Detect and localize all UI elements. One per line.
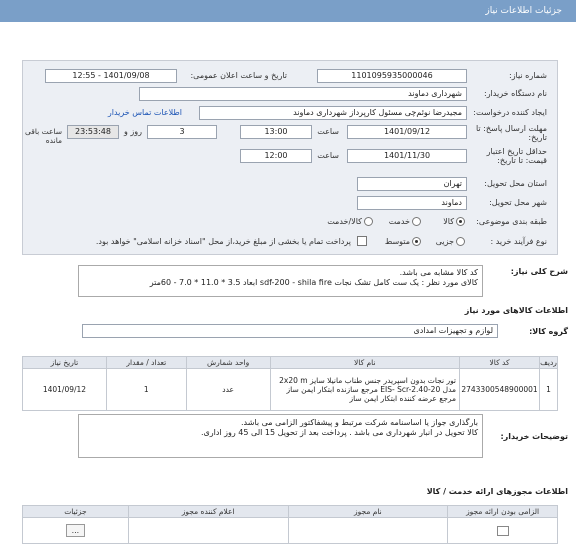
deadline-date-field: 1401/09/12 <box>347 125 467 139</box>
announce-label: تاریخ و ساعت اعلان عمومی: <box>190 71 287 80</box>
col-permit-issuer: اعلام کننده مجوز <box>128 506 288 518</box>
cell-code: 2743300548900001 <box>460 369 540 411</box>
deadline-time-field: 13:00 <box>240 125 312 139</box>
radio-icon <box>456 217 465 226</box>
col-code: کد کالا <box>460 357 540 369</box>
cell-name: تور نجات بدون اسپریدر جنس طناب مانیلا سایز 2x20 m مدل EIS- Scr-2.40-20 مرجع سازنده ابتکار ایمن ساز مرجع عرضه کننده ابتکار ایمن ساز <box>270 369 460 411</box>
radio-icon <box>364 217 373 226</box>
city-field: دماوند <box>357 196 467 210</box>
validity-date-field: 1401/11/30 <box>347 149 467 163</box>
need-number-label: شماره نیاز: <box>509 71 547 80</box>
purchase-radio-minor[interactable]: جزیی <box>436 237 465 246</box>
category-label: طبقه بندی موضوعی: <box>476 217 547 226</box>
col-qty: تعداد / مقدار <box>106 357 186 369</box>
col-permit-details: جزئیات <box>23 506 129 518</box>
need-number-field: 1101095935000046 <box>317 69 467 83</box>
summary-line-1: کد کالا مشابه می باشد. <box>399 268 478 277</box>
goods-group-label: گروه کالا: <box>529 327 568 336</box>
cell-permit-name <box>288 518 448 544</box>
need-info-panel <box>22 60 558 255</box>
table-row[interactable] <box>23 369 558 411</box>
page-title: جزئیات اطلاعات نیاز <box>485 6 562 16</box>
category-radio-goods[interactable]: کالا <box>443 217 465 226</box>
col-permit-name: نام مجوز <box>288 506 448 518</box>
purchase-radio-medium[interactable]: متوسط <box>385 237 421 246</box>
radio-icon <box>412 237 421 246</box>
days-label: روز و <box>124 127 142 136</box>
deadline-time-label: ساعت <box>317 127 339 136</box>
creator-label: ایجاد کننده درخواست: <box>473 108 547 117</box>
radio-icon <box>456 237 465 246</box>
category-radio-goods-service[interactable]: کالا/خدمت <box>327 217 373 226</box>
buyer-notes-line-2: کالا تحویل در انبار شهرداری می باشد . پرداخت بعد از تحویل 15 الی 45 روز اداری. <box>200 428 478 437</box>
goods-table-header <box>23 357 558 369</box>
creator-field: مجیدرضا نوئم‌چی مسئول کارپرداز شهرداری دماوند <box>199 106 467 120</box>
col-name: نام کالا <box>270 357 460 369</box>
buyer-org-label: نام دستگاه خریدار: <box>484 89 547 98</box>
cell-unit: عدد <box>186 369 270 411</box>
announce-field: 1401/09/08 - 12:55 <box>45 69 177 83</box>
province-field: تهران <box>357 177 467 191</box>
payment-note: پرداخت تمام یا بخشی از مبلغ خرید،از محل "اسناد خزانه اسلامی" خواهد بود. <box>95 237 351 246</box>
category-radio-service[interactable]: خدمت <box>389 217 421 226</box>
validity-time-label: ساعت <box>317 151 339 160</box>
permits-title: اطلاعات مجوزهای ارائه خدمت / کالا <box>426 487 568 496</box>
buyer-notes-label: توضیحات خریدار: <box>500 432 568 441</box>
days-remaining-field: 3 <box>147 125 217 139</box>
permits-table-header <box>23 506 558 518</box>
summary-line-2: کالای مورد نظر : یک ست کامل تشک نجات sdf-200 - shila fire ابعاد 3.5 * 11.0 * 7.0 - 60متر <box>149 278 478 287</box>
buyer-notes-box <box>78 414 483 458</box>
table-row <box>23 518 558 544</box>
purchase-type-label: نوع فرآیند خرید : <box>490 237 547 246</box>
summary-box <box>78 265 483 297</box>
buyer-notes-line-1: بارگذاری جواز یا اساسنامه شرکت مرتبط و پیشفاکتور الزامی می باشد. <box>240 418 478 427</box>
page-header <box>0 0 576 22</box>
summary-label: شرح کلی نیاز: <box>510 267 568 276</box>
contact-buyer-link[interactable]: اطلاعات تماس خریدار <box>107 108 182 117</box>
validity-time-field: 12:00 <box>240 149 312 163</box>
col-date: تاریخ نیاز <box>23 357 107 369</box>
cell-qty: 1 <box>106 369 186 411</box>
city-label: شهر محل تحویل: <box>489 198 547 207</box>
radio-icon <box>412 217 421 226</box>
permits-table <box>22 505 558 544</box>
cell-permit-required <box>448 518 558 544</box>
goods-group-field: لوازم و تجهیزات امدادی <box>82 324 498 338</box>
remaining-time-label: ساعت باقی مانده <box>24 127 62 145</box>
col-index: ردیف <box>540 358 557 367</box>
validity-label: حداقل تاریخ اعتبار قیمت: تا تاریخ: <box>486 147 547 165</box>
cell-date: 1401/09/12 <box>23 369 107 411</box>
cell-permit-details <box>23 518 129 544</box>
remaining-time-field: 23:53:48 <box>67 125 119 139</box>
goods-section-title: اطلاعات کالاهای مورد نیاز <box>464 306 568 315</box>
treasury-checkbox[interactable] <box>357 236 367 246</box>
col-permit-required: الزامی بودن ارائه مجوز <box>448 506 558 518</box>
col-unit: واحد شمارش <box>186 357 270 369</box>
cell-index: 1 <box>540 369 558 411</box>
province-label: استان محل تحویل: <box>484 179 547 188</box>
goods-table <box>22 356 558 411</box>
deadline-label: مهلت ارسال پاسخ: تا تاریخ: <box>475 124 547 142</box>
cell-permit-issuer <box>128 518 288 544</box>
details-button[interactable]: … <box>66 524 86 537</box>
buyer-org-field: شهرداری دماوند <box>139 87 467 101</box>
checkbox-icon[interactable] <box>497 526 509 536</box>
